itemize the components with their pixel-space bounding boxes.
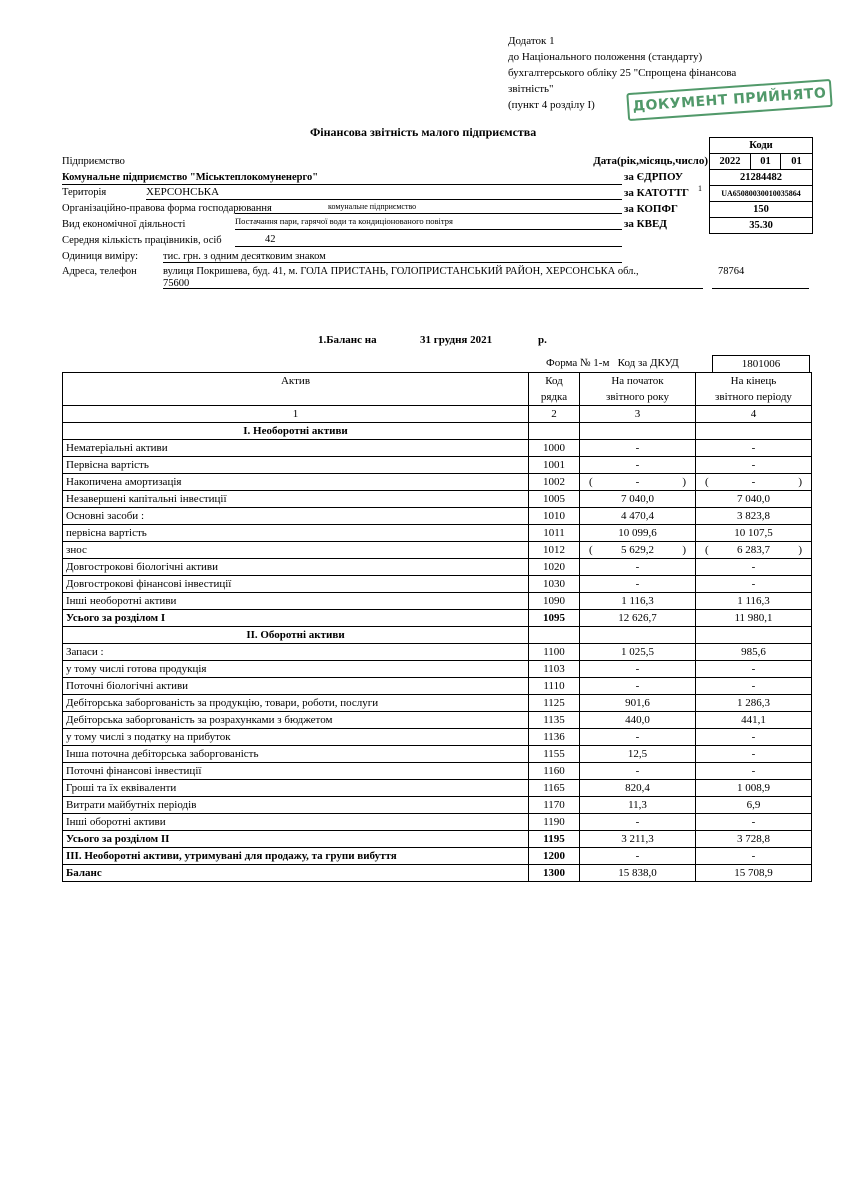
- row-end-value: -: [696, 729, 812, 746]
- row-end-value: 6 283,7: [737, 544, 770, 556]
- balance-title: 1.Баланс на: [318, 334, 377, 346]
- balance-table: [62, 372, 812, 882]
- row-start-value: 1 116,3: [580, 593, 696, 610]
- form-label: Форма № 1-м Код за ДКУД: [546, 357, 679, 369]
- table-row: [63, 508, 812, 525]
- row-start-value: 15 838,0: [580, 865, 696, 882]
- close-paren: ): [682, 544, 686, 556]
- row-end-cell: [696, 474, 812, 491]
- row-code: 1136: [529, 729, 580, 746]
- row-code: 1001: [529, 457, 580, 474]
- row-code: 1165: [529, 780, 580, 797]
- phone-value: 78764: [718, 266, 745, 277]
- table-row: [63, 644, 812, 661]
- row-end-value: 441,1: [696, 712, 812, 729]
- row-label: Дебіторська заборгованість за продукцію, товари, роботи, послуги: [63, 695, 529, 712]
- row-start-value: 3 211,3: [580, 831, 696, 848]
- section-heading: І. Необоротні активи: [63, 423, 529, 440]
- row-code: 1160: [529, 763, 580, 780]
- org-form-value: комунальне підприємство: [328, 202, 417, 211]
- parenthesized-value: [699, 474, 808, 490]
- row-code: 1103: [529, 661, 580, 678]
- row-code: 1195: [529, 831, 580, 848]
- employees-value: 42: [265, 234, 276, 245]
- close-paren: ): [798, 544, 802, 556]
- row-start-value: 440,0: [580, 712, 696, 729]
- row-label: первісна вартість: [63, 525, 529, 542]
- row-code: 1110: [529, 678, 580, 695]
- row-start-value: 7 040,0: [580, 491, 696, 508]
- row-end-value: 1 116,3: [696, 593, 812, 610]
- year-value: 2022: [719, 156, 741, 167]
- table-row: [63, 525, 812, 542]
- table-row: [63, 576, 812, 593]
- parenthesized-value: [583, 542, 692, 558]
- row-label: ІІІ. Необоротні активи, утримувані для продажу, та групи вибуття: [63, 848, 529, 865]
- appendix-line-5: (пункт 4 розділу І): [508, 99, 595, 111]
- header-asset: [63, 373, 529, 406]
- row-start-value: 10 099,6: [580, 525, 696, 542]
- table-row: [63, 746, 812, 763]
- row-code: 1000: [529, 440, 580, 457]
- header-start-line2: звітного року: [606, 391, 669, 403]
- date-label: Дата(рік,місяць,число): [593, 155, 708, 167]
- close-paren: ): [682, 476, 686, 488]
- table-row: [63, 593, 812, 610]
- row-end-value: -: [696, 559, 812, 576]
- row-start-value: -: [580, 559, 696, 576]
- kopfg-cell: [709, 201, 813, 218]
- row-start-value: -: [580, 763, 696, 780]
- row-end-value: 15 708,9: [696, 865, 812, 882]
- katottg-footnote: 1: [698, 184, 702, 193]
- table-header-row: [63, 373, 812, 406]
- row-end-value: -: [751, 476, 756, 488]
- col-num-2: 2: [529, 406, 580, 423]
- row-end-value: 10 107,5: [696, 525, 812, 542]
- row-start-value: 12,5: [580, 746, 696, 763]
- section-heading: ІІ. Оборотні активи: [63, 627, 529, 644]
- table-row: [63, 729, 812, 746]
- row-start-value: -: [580, 576, 696, 593]
- territory-value: ХЕРСОНСЬКА: [146, 186, 220, 198]
- company-name: Комунальне підприємство "Міськтеплокомуненерго": [62, 172, 319, 183]
- table-row: [63, 865, 812, 882]
- edrpou-label: за ЄДРПОУ: [624, 171, 683, 183]
- row-code: 1002: [529, 474, 580, 491]
- row-label: Усього за розділом ІІ: [63, 831, 529, 848]
- row-label: знос: [63, 542, 529, 559]
- row-code: 1100: [529, 644, 580, 661]
- row-code: 1095: [529, 610, 580, 627]
- month-value: 01: [760, 156, 771, 167]
- table-row: [63, 457, 812, 474]
- row-end-value: -: [696, 457, 812, 474]
- katottg-label: за КАТОТТГ: [624, 187, 690, 199]
- row-start-value: 901,6: [580, 695, 696, 712]
- row-label: Запаси :: [63, 644, 529, 661]
- row-start-cell: [580, 542, 696, 559]
- form-code: 1801006: [741, 358, 781, 370]
- appendix-line-3: бухгалтерського обліку 25 "Спрощена фінансова: [508, 67, 737, 79]
- table-row: [63, 780, 812, 797]
- row-start-value: 11,3: [580, 797, 696, 814]
- header-end-line2: звітного періоду: [715, 391, 792, 403]
- kved-label: за КВЕД: [624, 218, 667, 230]
- kved-value: 35.30: [749, 220, 773, 231]
- org-form-label: Організаційно-правова форма господарювання: [62, 203, 272, 214]
- unit-value: тис. грн. з одним десятковим знаком: [163, 251, 326, 262]
- header-code-line2: рядка: [540, 391, 568, 403]
- employees-label: Середня кількість працівників, осіб: [62, 235, 222, 246]
- row-start-value: 5 629,2: [621, 544, 654, 556]
- katottg-cell: [709, 185, 813, 202]
- row-code: 1011: [529, 525, 580, 542]
- row-end-value: -: [696, 678, 812, 695]
- row-label: Витрати майбутніх періодів: [63, 797, 529, 814]
- row-code: 1135: [529, 712, 580, 729]
- row-end-value: -: [696, 814, 812, 831]
- row-code: 1030: [529, 576, 580, 593]
- header-code-line1: Код: [545, 375, 563, 387]
- table-row: [63, 423, 812, 440]
- row-code: 1200: [529, 848, 580, 865]
- header-start: [580, 373, 696, 406]
- row-start-value: -: [580, 729, 696, 746]
- row-label: Незавершені капітальні інвестиції: [63, 491, 529, 508]
- table-row: [63, 440, 812, 457]
- company-label: Підприємство: [62, 156, 125, 167]
- open-paren: (: [589, 544, 593, 556]
- row-label: у тому числі з податку на прибуток: [63, 729, 529, 746]
- row-label: Інші необоротні активи: [63, 593, 529, 610]
- row-end-value: [696, 423, 812, 440]
- row-end-value: -: [696, 440, 812, 457]
- row-start-value: -: [580, 440, 696, 457]
- territory-label: Територія: [62, 187, 107, 198]
- address-line-2: 75600: [163, 278, 190, 289]
- row-start-value: 820,4: [580, 780, 696, 797]
- unit-label: Одиниця виміру:: [62, 251, 138, 262]
- table-row: [63, 712, 812, 729]
- header-code: [529, 373, 580, 406]
- row-code: 1090: [529, 593, 580, 610]
- appendix-line-4: звітність": [508, 83, 554, 95]
- row-start-value: -: [580, 661, 696, 678]
- kved-cell: [709, 217, 813, 234]
- header-end-line1: На кінець: [730, 375, 777, 387]
- open-paren: (: [589, 476, 593, 488]
- day-cell: [780, 153, 813, 170]
- row-end-value: -: [696, 746, 812, 763]
- row-end-value: 985,6: [696, 644, 812, 661]
- row-label: Баланс: [63, 865, 529, 882]
- row-start-value: [580, 423, 696, 440]
- edrpou-cell: [709, 169, 813, 186]
- accepted-stamp: ДОКУМЕНТ ПРИЙНЯТО: [626, 79, 832, 121]
- header-end: [696, 373, 812, 406]
- row-label: Накопичена амортизація: [63, 474, 529, 491]
- document-title: Фінансова звітність малого підприємства: [310, 125, 537, 139]
- row-label: у тому числі готова продукція: [63, 661, 529, 678]
- row-label: Основні засоби :: [63, 508, 529, 525]
- activity-label: Вид економічної діяльності: [62, 219, 186, 230]
- table-row: [63, 661, 812, 678]
- row-start-value: -: [635, 476, 640, 488]
- row-end-value: 3 823,8: [696, 508, 812, 525]
- appendix-line-2: до Національного положення (стандарту): [508, 51, 703, 63]
- table-row: [63, 848, 812, 865]
- row-end-value: 11 980,1: [696, 610, 812, 627]
- day-value: 01: [791, 156, 802, 167]
- row-code: 1300: [529, 865, 580, 882]
- row-label: Нематеріальні активи: [63, 440, 529, 457]
- row-code: 1155: [529, 746, 580, 763]
- row-end-value: [696, 627, 812, 644]
- row-start-value: -: [580, 814, 696, 831]
- row-code: [529, 423, 580, 440]
- row-start-value: -: [580, 457, 696, 474]
- col-num-1: 1: [63, 406, 529, 423]
- row-end-value: 1 286,3: [696, 695, 812, 712]
- col-num-4: 4: [696, 406, 812, 423]
- row-start-value: -: [580, 848, 696, 865]
- table-row: [63, 610, 812, 627]
- balance-date: 31 грудня 2021: [420, 334, 493, 346]
- kopfg-value: 150: [753, 204, 769, 215]
- parenthesized-value: [699, 542, 808, 558]
- row-code: 1005: [529, 491, 580, 508]
- row-end-value: -: [696, 661, 812, 678]
- row-start-value: -: [580, 678, 696, 695]
- table-row: [63, 695, 812, 712]
- column-numbers-row: [63, 406, 812, 423]
- close-paren: ): [798, 476, 802, 488]
- row-start-value: 1 025,5: [580, 644, 696, 661]
- row-label: Інша поточна дебіторська заборгованість: [63, 746, 529, 763]
- row-end-value: 6,9: [696, 797, 812, 814]
- appendix-line-1: Додаток 1: [508, 35, 555, 47]
- table-row: [63, 627, 812, 644]
- table-row: [63, 474, 812, 491]
- row-end-value: -: [696, 763, 812, 780]
- row-label: Довгострокові біологічні активи: [63, 559, 529, 576]
- codes-header-cell: [709, 137, 813, 154]
- row-label: Довгострокові фінансові інвестиції: [63, 576, 529, 593]
- codes-header: Коди: [749, 140, 773, 151]
- row-start-cell: [580, 474, 696, 491]
- row-end-value: 1 008,9: [696, 780, 812, 797]
- table-row: [63, 814, 812, 831]
- table-row: [63, 491, 812, 508]
- row-code: 1010: [529, 508, 580, 525]
- row-code: 1020: [529, 559, 580, 576]
- edrpou-value: 21284482: [740, 172, 782, 183]
- header-start-line1: На початок: [611, 375, 664, 387]
- table-row: [63, 763, 812, 780]
- row-label: Інші оборотні активи: [63, 814, 529, 831]
- month-cell: [750, 153, 781, 170]
- row-label: Гроші та їх еквіваленти: [63, 780, 529, 797]
- kopfg-label: за КОПФГ: [624, 203, 678, 215]
- row-code: 1190: [529, 814, 580, 831]
- address-line-1: вулиця Покришева, буд. 41, м. ГОЛА ПРИСТАНЬ, ГОЛОПРИСТАНСЬКИЙ РАЙОН, ХЕРСОНСЬКА обл.,: [163, 266, 639, 277]
- row-label: Дебіторська заборгованість за розрахунками з бюджетом: [63, 712, 529, 729]
- row-end-value: 3 728,8: [696, 831, 812, 848]
- row-code: 1012: [529, 542, 580, 559]
- row-end-value: 7 040,0: [696, 491, 812, 508]
- row-end-cell: [696, 542, 812, 559]
- row-start-value: 12 626,7: [580, 610, 696, 627]
- table-row: [63, 831, 812, 848]
- row-start-value: [580, 627, 696, 644]
- parenthesized-value: [583, 474, 692, 490]
- row-code: 1170: [529, 797, 580, 814]
- year-cell: [709, 153, 751, 170]
- col-num-3: 3: [580, 406, 696, 423]
- katottg-value: UA65080030010035864: [721, 189, 801, 198]
- table-row: [63, 542, 812, 559]
- row-label: Поточні фінансові інвестиції: [63, 763, 529, 780]
- row-label: Усього за розділом І: [63, 610, 529, 627]
- row-end-value: -: [696, 848, 812, 865]
- activity-value: Постачання пари, гарячої води та кондиціонованого повітря: [235, 216, 453, 226]
- header-asset-text: Актив: [280, 375, 311, 387]
- open-paren: (: [705, 476, 709, 488]
- row-start-value: 4 470,4: [580, 508, 696, 525]
- row-code: [529, 627, 580, 644]
- balance-table-body: [63, 373, 812, 882]
- table-row: [63, 559, 812, 576]
- table-row: [63, 797, 812, 814]
- row-label: Первісна вартість: [63, 457, 529, 474]
- form-code-cell: [712, 355, 810, 373]
- balance-date-suffix: р.: [538, 334, 547, 346]
- open-paren: (: [705, 544, 709, 556]
- table-row: [63, 678, 812, 695]
- row-label: Поточні біологічні активи: [63, 678, 529, 695]
- row-end-value: -: [696, 576, 812, 593]
- address-label: Адреса, телефон: [62, 266, 137, 277]
- row-code: 1125: [529, 695, 580, 712]
